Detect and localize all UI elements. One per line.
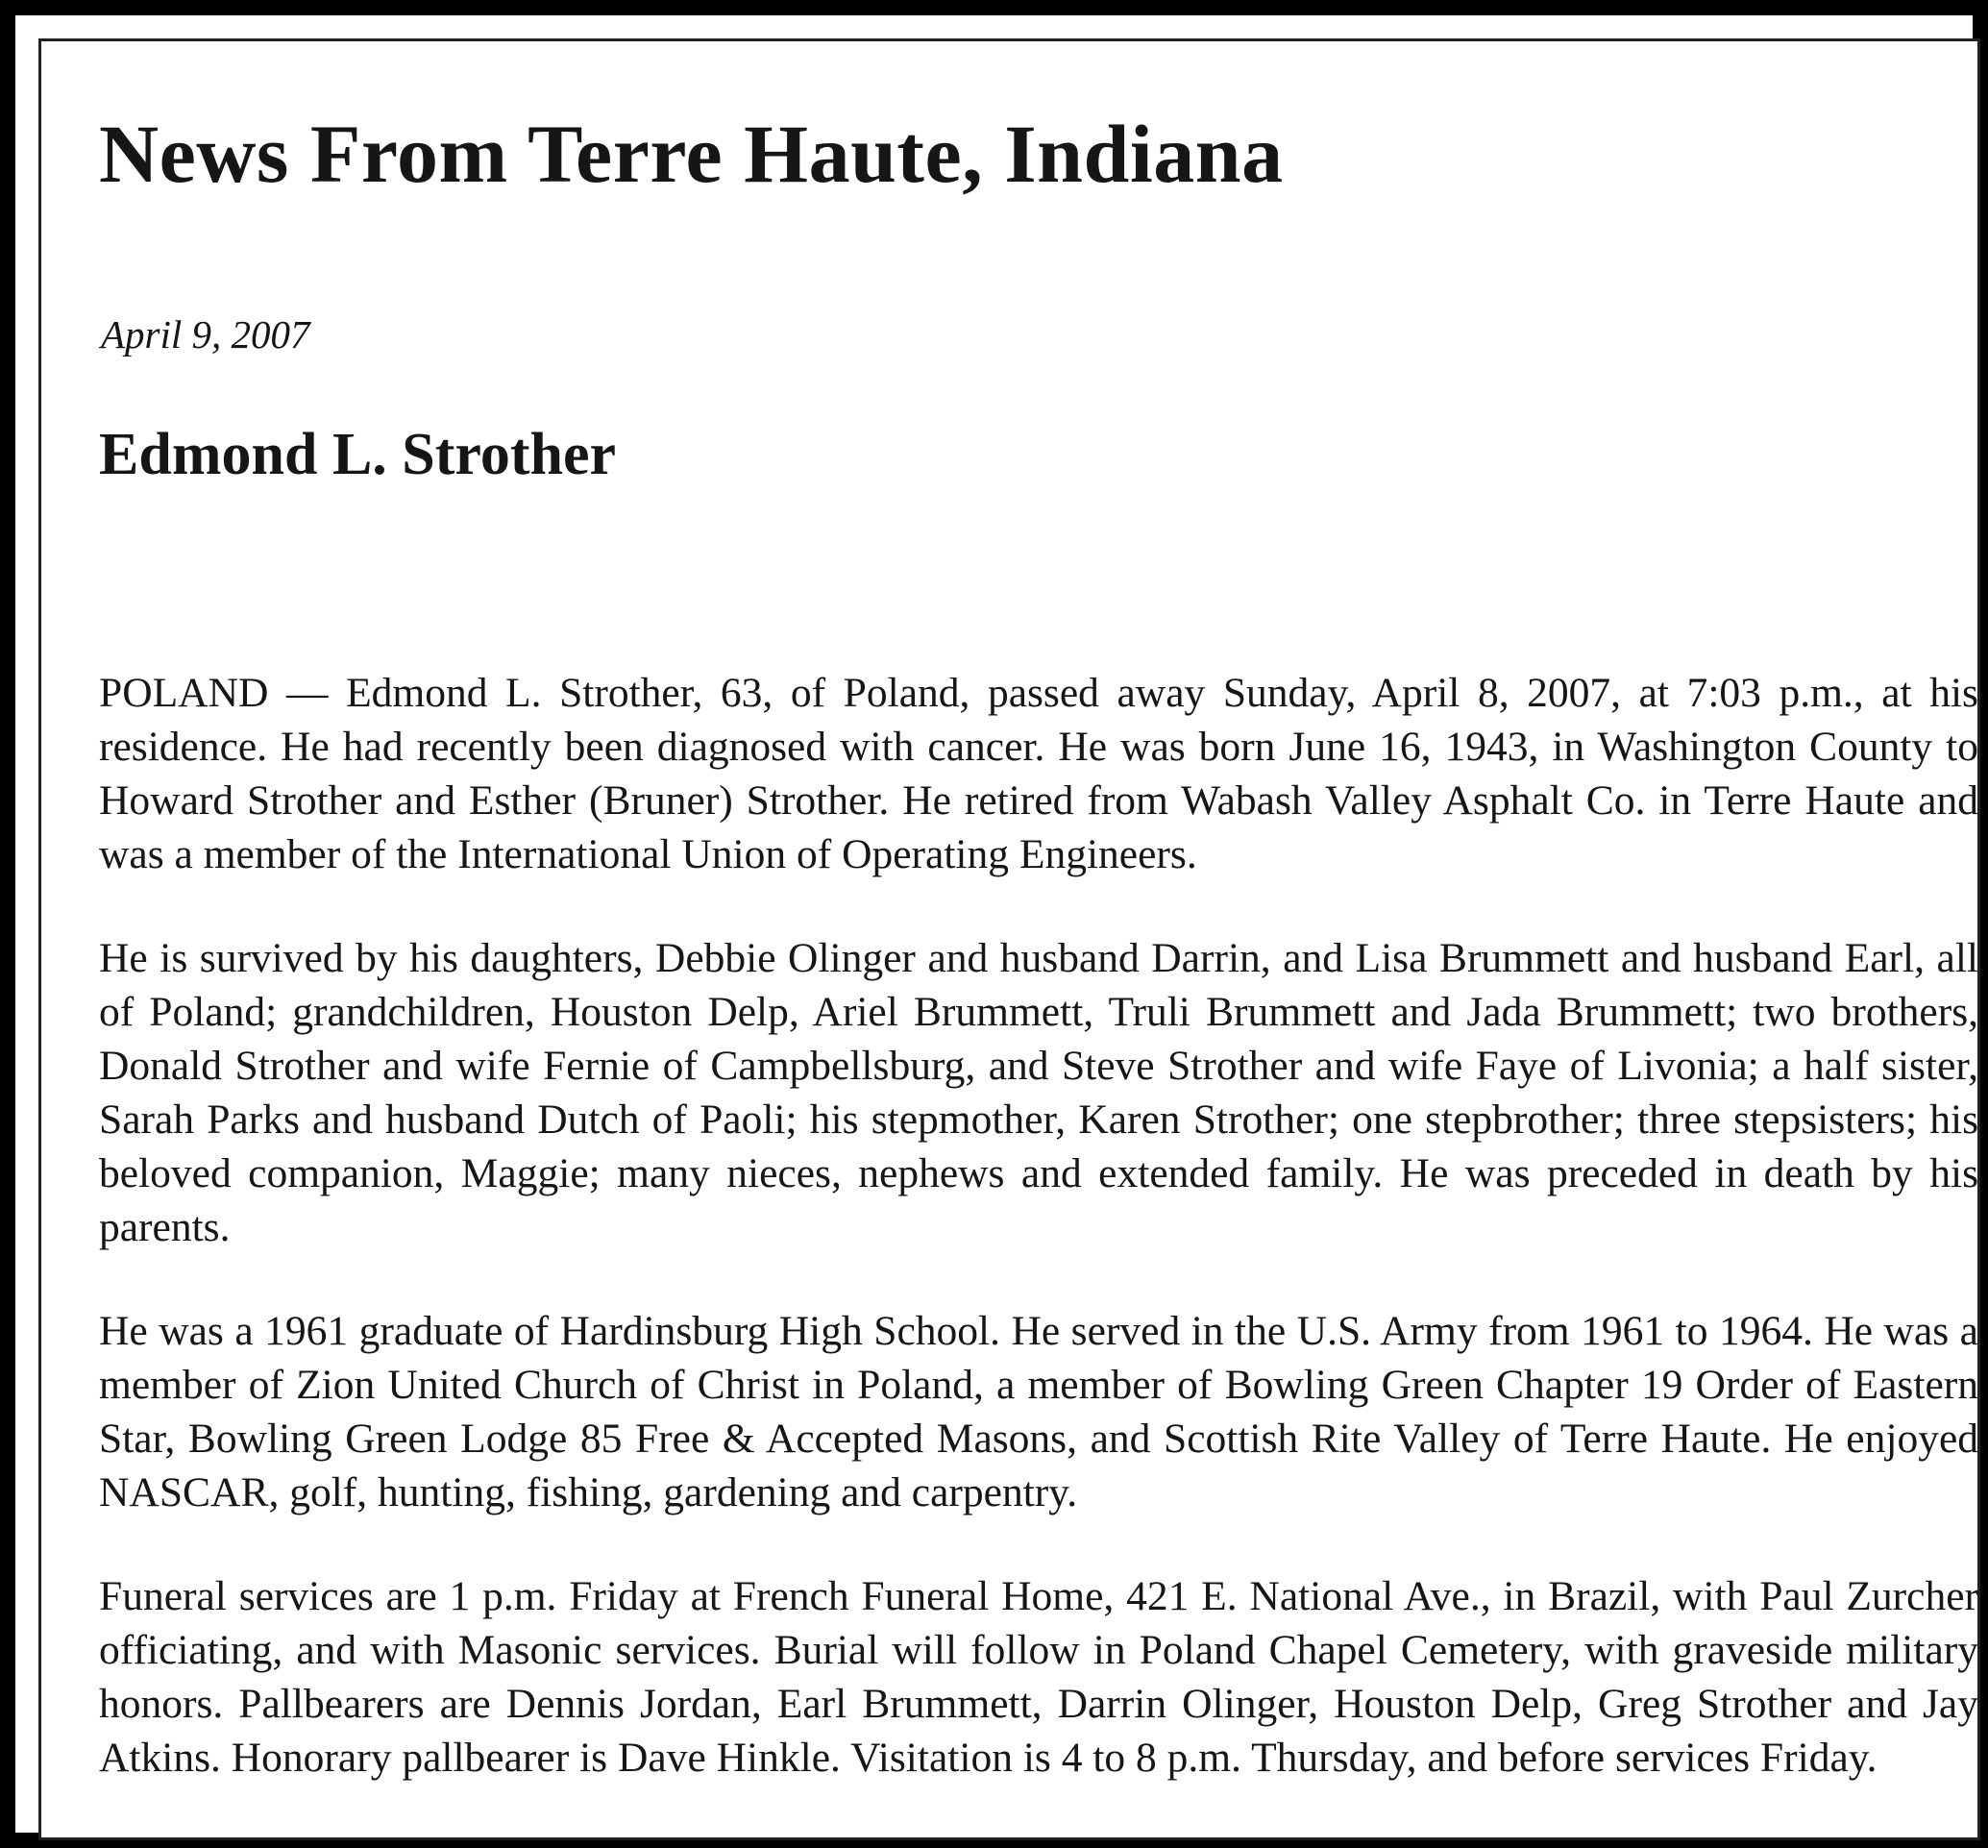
article-body — [99, 666, 1978, 1785]
obituary-name-heading: Edmond L. Strother — [99, 422, 616, 487]
paragraph-survivors: He is survived by his daughters, Debbie Olinger and husband Darrin, and Lisa Brummett and husband Earl, all of Poland; grandchildren, Houston Delp, Ariel Brummett, Truli Brummett and Jada Brummett; two brothers, Donald Strother and wife Fernie of Campbellsburg, and Steve Strother and wife Faye of Livonia; a half sister, Sarah Parks and husband Dutch of Paoli; his stepmother, Karen Strother; one stepbrother; three stepsisters; his beloved companion, Maggie; many nieces, nephews and extended family. He was preceded in death by his parents. — [99, 935, 1978, 1250]
paragraph-biography: He was a 1961 graduate of Hardinsburg High School. He served in the U.S. Army from 1961 to 1964. He was a member of Zion United Church of Christ in Poland, a member of Bowling Green Chapter 19 Order of Eastern Star, Bowling Green Lodge 85 Free & Accepted Masons, and Scottish Rite Valley of Terre Haute. He enjoyed NASCAR, golf, hunting, fishing, gardening and carpentry. — [99, 1308, 1978, 1515]
publication-date: April 9, 2007 — [101, 312, 310, 357]
obituary-clipping — [99, 101, 1978, 1835]
inner-border-frame — [38, 38, 1980, 1840]
paragraph-death-notice: POLAND — Edmond L. Strother, 63, of Poland, passed away Sunday, April 8, 2007, at 7:03 p.m., at his residence. He had recently been diagnosed with cancer. He was born June 16, 1943, in Washington County to Howard Strother and Esther (Bruner) Strother. He retired from Wabash Valley Asphalt Co. in Terre Haute and was a member of the International Union of Operating Engineers. — [99, 670, 1978, 877]
newspaper-headline: News From Terre Haute, Indiana — [99, 108, 1284, 200]
paragraph-funeral-services: Funeral services are 1 p.m. Friday at French Funeral Home, 421 E. National Ave., in Brazil, with Paul Zurcher officiating, and with Masonic services. Burial will follow in Poland Chapel Cemetery, with graveside military honors. Pallbearers are Dennis Jordan, Earl Brummett, Darrin Olinger, Houston Delp, Greg Strother and Jay Atkins. Honorary pallbearer is Dave Hinkle. Visitation is 4 to 8 p.m. Thursday, and before services Friday. — [99, 1573, 1978, 1781]
